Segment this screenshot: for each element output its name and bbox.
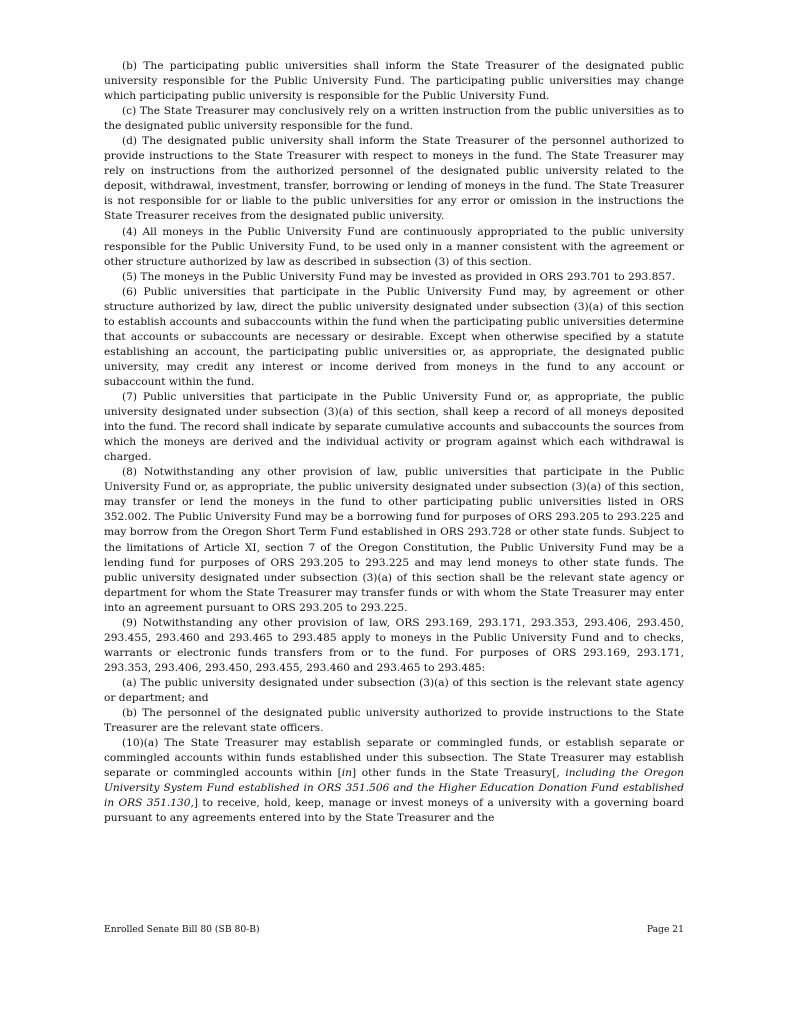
text-run: (5) The moneys in the Public University Fund may be invested as provided in ORS 293.701 to 293.857. — [122, 270, 676, 283]
italic-text: including the Oregon University System Fund established in ORS 351.506 and the Higher Education Donation Fund established in ORS 351.130, — [104, 767, 685, 810]
paragraph — [104, 285, 684, 390]
paragraph — [104, 270, 684, 285]
text-run: ] to receive, hold, keep, manage or invest moneys of a university with a governing board pursuant to any agreements entered into by the State Treasurer and the — [104, 797, 684, 825]
italic-text: in — [341, 767, 352, 780]
paragraph — [104, 706, 684, 736]
footer-page-number: Page 21 — [646, 924, 684, 935]
text-run: (7) Public universities that participate in the Public University Fund or, as appropriate, the public university designated under subsection (3)(a) of this section, shall keep a record of all moneys deposited into the fund. The record shall indicate by separate cumulative accounts and subaccounts the sources from which the moneys are derived and the individual activity or program against which each withdrawal is charged. — [104, 391, 684, 464]
paragraph — [104, 616, 684, 676]
text-run: (10)(a) The State Treasurer may establish separate or commingled funds, or establish separate or commingled accounts within funds established under this subsection. The State Treasurer may establish separate or commingled accounts within [ — [104, 737, 684, 780]
text-run: (6) Public universities that participate in the Public University Fund may, by agreement or other structure authorized by law, direct the public university designated under subsection (3)(a) of this section to establish accounts and subaccounts within the fund when the participating public universities determine that accounts or subaccounts are necessary or desirable. Except when otherwise specified by a statute establishing an account, the participating public universities or, as appropriate, the designated public university, may credit any interest or income derived from moneys in the fund to any account or subaccount within the fund. — [104, 285, 684, 388]
paragraph — [104, 59, 684, 104]
text-run: (4) All moneys in the Public University Fund are continuously appropriated to the public university responsible for the Public University Fund, to be used only in a manner consistent with the agreement or other structure authorized by law as described in subsection (3) of this section. — [104, 225, 684, 268]
paragraph — [104, 104, 684, 134]
text-run: (8) Notwithstanding any other provision of law, public universities that participate in the Public University Fund or, as appropriate, the public university designated under subsection (3)(a) of this section, may transfer or lend the moneys in the fund to other participating public universities listed in ORS 352.002. The Public University Fund may be a borrowing fund for purposes of ORS 293.205 to 293.225 and may borrow from the Oregon Short Term Fund established in ORS 293.728 or other state funds. Subject to the limitations of Article XI, section 7 of the Oregon Constitution, the Public University Fund may be a lending fund for purposes of ORS 293.205 to 293.225 and may lend moneys to other state funds. The public university designated under subsection (3)(a) of this section shall be the relevant state agency or department for whom the State Treasurer may transfer funds or with whom the State Treasurer may enter into an agreement pursuant to ORS 293.205 to 293.225. — [104, 466, 684, 614]
paragraph — [104, 390, 684, 465]
text-run: (b) The personnel of the designated public university authorized to provide instructions to the State Treasurer are the relevant state officers. — [104, 707, 684, 735]
text-run: (9) Notwithstanding any other provision of law, ORS 293.169, 293.171, 293.353, 293.406, 293.450, 293.455, 293.460 and 293.465 to 293.485 apply to moneys in the Public University Fund and to checks, warrants or electronic funds transfers from or to the fund. For purposes of ORS 293.169, 293.171, 293.353, 293.406, 293.450, 293.455, 293.460 and 293.465 to 293.485: — [104, 616, 684, 674]
paragraph — [104, 676, 684, 706]
paragraph — [104, 736, 684, 826]
footer-bill-title: Enrolled Senate Bill 80 (SB 80-B) — [104, 924, 260, 935]
paragraph — [104, 134, 684, 224]
paragraph — [104, 465, 684, 615]
text-run: (c) The State Treasurer may conclusively rely on a written instruction from the public universities as to the designated public university responsible for the fund. — [104, 105, 684, 133]
bill-body-text — [104, 59, 684, 826]
paragraph — [104, 225, 684, 270]
text-run: (a) The public university designated under subsection (3)(a) of this section is the relevant state agency or department; and — [104, 676, 684, 704]
text-run: ] other funds in the State Treasury[, — [351, 767, 566, 780]
text-run: (d) The designated public university shall inform the State Treasurer of the personnel authorized to provide instructions to the State Treasurer with respect to moneys in the fund. The State Treasurer may rely on instructions from the authorized personnel of the designated public university related to the deposit, withdrawal, investment, transfer, borrowing or lending of moneys in the fund. The State Treasurer is not responsible for or liable to the public universities for any error or omission in the instructions the State Treasurer receives from the designated public university. — [104, 135, 684, 223]
text-run: (b) The participating public universities shall inform the State Treasurer of the designated public university responsible for the Public University Fund. The participating public universities may change which participating public university is responsible for the Public University Fund. — [104, 60, 684, 103]
page-footer — [104, 924, 684, 936]
